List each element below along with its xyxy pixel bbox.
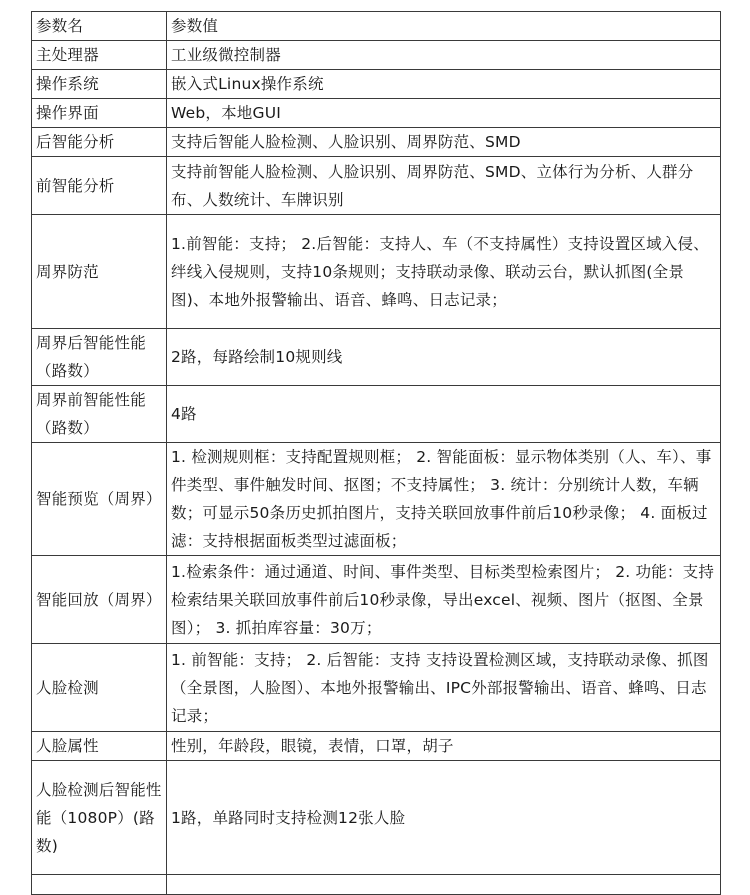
header-param-value: 参数值 — [167, 12, 721, 41]
param-name: 主处理器 — [32, 41, 167, 70]
table-row — [32, 99, 721, 128]
param-value: 1.检索条件：通过通道、时间、事件类型、目标类型检索图片； 2. 功能：支持检索结果关联回放事件前后10秒录像，导出excel、视频、图片（抠图、全景图）； 3. 抓拍库容量：30万； — [167, 556, 721, 644]
param-name: 人脸检测后智能性能（1080P）(路数) — [32, 761, 167, 875]
table-row — [32, 443, 721, 556]
param-name-empty — [32, 875, 167, 895]
table-row — [32, 732, 721, 761]
param-value: 1. 检测规则框：支持配置规则框； 2. 智能面板：显示物体类别（人、车）、事件类型、事件触发时间、抠图；不支持属性； 3. 统计：分别统计人数，车辆数；可显示50条历史抓拍图片，支持关联回放事件前后10秒录像； 4. 面板过滤：支持根据面板类型过滤面板； — [167, 443, 721, 556]
param-value: 支持前智能人脸检测、人脸识别、周界防范、SMD、立体行为分析、人群分布、人数统计、车牌识别 — [167, 157, 721, 215]
param-name: 人脸属性 — [32, 732, 167, 761]
param-value: 1.前智能：支持； 2.后智能：支持人、车（不支持属性）支持设置区域入侵、绊线入侵规则，支持10条规则；支持联动录像、联动云台，默认抓图(全景图)、本地外报警输出、语音、蜂鸣、日志记录； — [167, 215, 721, 329]
param-name: 智能回放（周界） — [32, 556, 167, 644]
table-row — [32, 386, 721, 443]
table-row-partial — [32, 875, 721, 895]
param-name: 后智能分析 — [32, 128, 167, 157]
table-row — [32, 41, 721, 70]
param-name: 操作系统 — [32, 70, 167, 99]
param-name: 周界防范 — [32, 215, 167, 329]
table-row — [32, 556, 721, 644]
param-value: 2路，每路绘制10规则线 — [167, 329, 721, 386]
param-value: Web，本地GUI — [167, 99, 721, 128]
param-value: 性别，年龄段，眼镜，表情，口罩，胡子 — [167, 732, 721, 761]
param-value: 4路 — [167, 386, 721, 443]
param-value: 1路，单路同时支持检测12张人脸 — [167, 761, 721, 875]
param-value-empty — [167, 875, 721, 895]
header-param-name: 参数名 — [32, 12, 167, 41]
param-value: 支持后智能人脸检测、人脸识别、周界防范、SMD — [167, 128, 721, 157]
param-name: 前智能分析 — [32, 157, 167, 215]
table-row — [32, 157, 721, 215]
spec-table — [31, 11, 721, 895]
table-row — [32, 128, 721, 157]
table-row — [32, 215, 721, 329]
table-row — [32, 761, 721, 875]
table-header-row — [32, 12, 721, 41]
param-name: 周界后智能性能（路数） — [32, 329, 167, 386]
param-value: 1. 前智能：支持； 2. 后智能：支持 支持设置检测区域，支持联动录像、抓图（全景图，人脸图）、本地外报警输出、IPC外部报警输出、语音、蜂鸣、日志记录； — [167, 644, 721, 732]
param-name: 人脸检测 — [32, 644, 167, 732]
param-name: 操作界面 — [32, 99, 167, 128]
table-row — [32, 329, 721, 386]
table-row — [32, 644, 721, 732]
param-value: 嵌入式Linux操作系统 — [167, 70, 721, 99]
param-name: 智能预览（周界） — [32, 443, 167, 556]
param-value: 工业级微控制器 — [167, 41, 721, 70]
param-name: 周界前智能性能（路数） — [32, 386, 167, 443]
table-row — [32, 70, 721, 99]
